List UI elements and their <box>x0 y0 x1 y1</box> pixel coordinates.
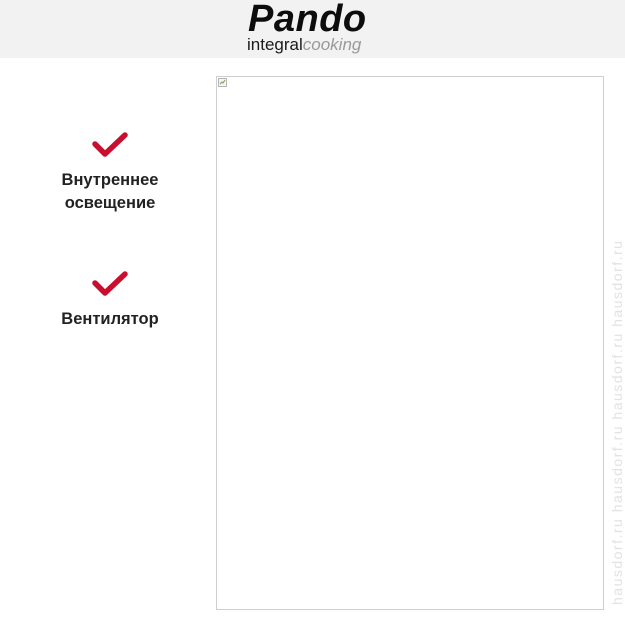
feature-label: Вентилятор <box>61 310 159 328</box>
checkmark-icon <box>92 131 128 159</box>
brand-tagline-primary: integral <box>247 35 303 54</box>
product-image <box>216 76 604 610</box>
feature-label: Внутреннее освещение <box>61 171 159 212</box>
brand-name: Pando <box>248 0 367 40</box>
feature-internal-lighting <box>30 131 190 215</box>
checkmark-icon <box>92 270 128 298</box>
brand-logo <box>246 0 406 58</box>
watermark-text: hausdorf.ru hausdorf.ru hausdorf.ru hausdorf.ru <box>609 239 625 605</box>
header-bar <box>0 0 625 58</box>
feature-fan <box>30 270 190 331</box>
brand-tagline-secondary: cooking <box>302 35 362 54</box>
brand-tagline <box>247 35 361 55</box>
broken-image-icon <box>218 78 227 87</box>
watermark <box>608 155 625 605</box>
